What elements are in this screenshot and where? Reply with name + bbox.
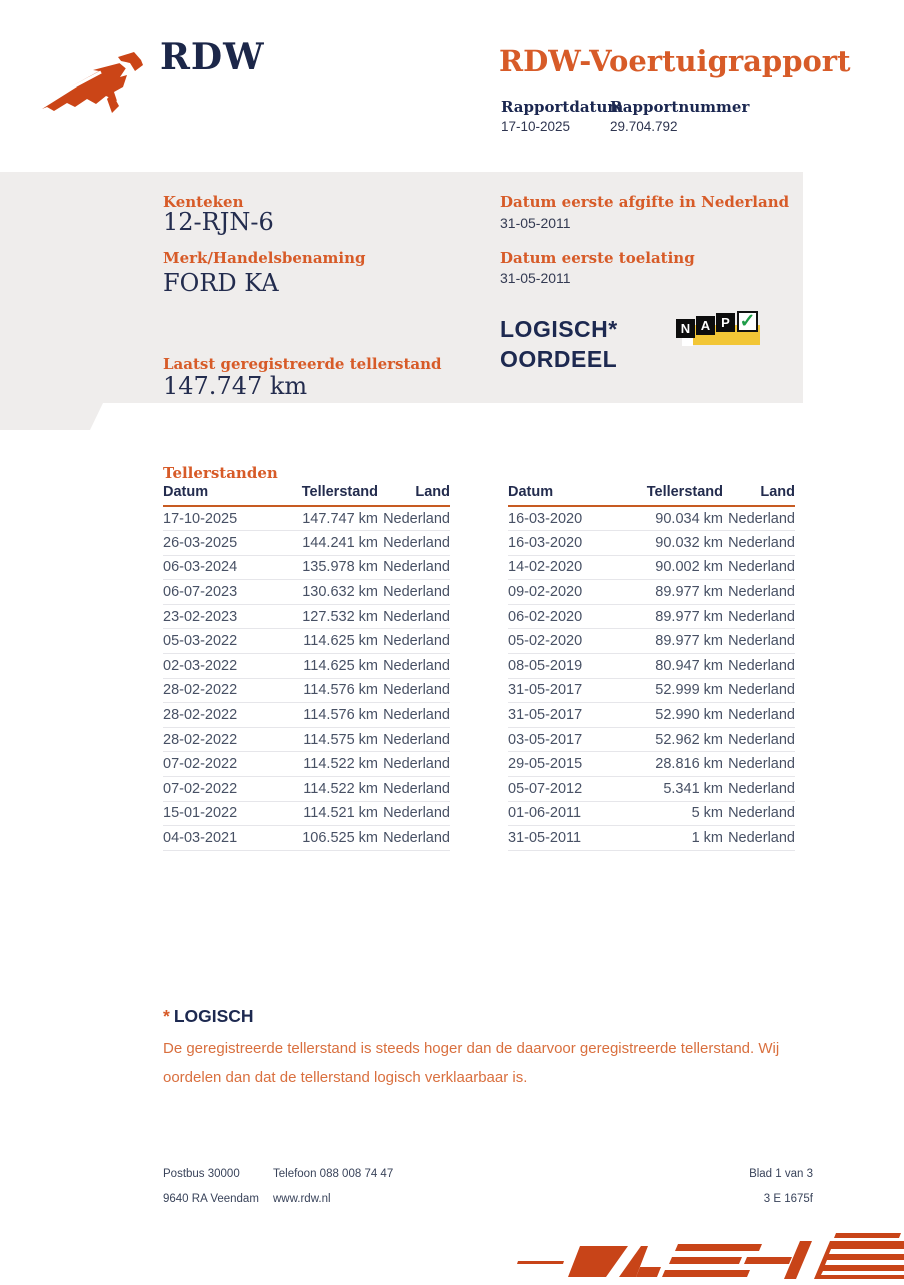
table-row: [508, 752, 795, 777]
table-cell: Nederland: [378, 531, 450, 556]
table-row: [508, 531, 795, 556]
toelating-label: Datum eerste toelating: [500, 249, 695, 267]
logisch-heading-text: LOGISCH: [173, 1006, 254, 1026]
kenteken-value: 12-RJN-6: [163, 208, 274, 236]
oordeel-line2: OORDEEL: [500, 346, 618, 372]
table-cell: 114.625 km: [278, 629, 378, 654]
table-row: [163, 654, 450, 679]
table-cell: Nederland: [723, 826, 795, 851]
table-cell: 28-02-2022: [163, 678, 278, 703]
table-cell: Nederland: [378, 678, 450, 703]
table-cell: 114.576 km: [278, 703, 378, 728]
table-cell: 89.977 km: [623, 604, 723, 629]
afgifte-value: 31-05-2011: [500, 215, 571, 231]
table-cell: 17-10-2025: [163, 506, 278, 531]
footer-address-line1: Postbus 30000: [163, 1168, 240, 1180]
table-row: [508, 506, 795, 531]
tellerstand-label: Laatst geregistreerde tellerstand: [163, 355, 442, 373]
nap-letter-p: P: [716, 313, 735, 332]
report-date-value: 17-10-2025: [501, 119, 571, 134]
table-cell: 29-05-2015: [508, 752, 623, 777]
table-cell: 5.341 km: [623, 777, 723, 802]
column-header-land: Land: [378, 484, 450, 506]
tellerstand-value: 147.747 km: [163, 372, 308, 400]
table-row: [163, 826, 450, 851]
speed-stripes-graphic-icon: [500, 1228, 904, 1280]
table-cell: 89.977 km: [623, 629, 723, 654]
table-cell: Nederland: [378, 801, 450, 826]
table-cell: Nederland: [378, 752, 450, 777]
table-cell: Nederland: [723, 752, 795, 777]
nap-letter-n: N: [676, 319, 695, 338]
table-row: [163, 555, 450, 580]
table-cell: 16-03-2020: [508, 531, 623, 556]
table-cell: 23-02-2023: [163, 604, 278, 629]
nap-logo: [676, 310, 764, 352]
rdw-eagle-logo-icon: [35, 48, 145, 118]
footer-address-line2: 9640 RA Veendam: [163, 1193, 259, 1205]
table-cell: 28-02-2022: [163, 727, 278, 752]
table-row: [508, 678, 795, 703]
table-cell: Nederland: [378, 506, 450, 531]
table-cell: 52.962 km: [623, 727, 723, 752]
table-header-row: [163, 484, 450, 506]
table-row: [508, 727, 795, 752]
table-cell: 130.632 km: [278, 580, 378, 605]
table-cell: 07-02-2022: [163, 777, 278, 802]
merk-value: FORD KA: [163, 269, 279, 297]
report-date-label: Rapportdatum: [501, 98, 624, 116]
table-cell: Nederland: [378, 604, 450, 629]
table-cell: Nederland: [723, 777, 795, 802]
table-row: [508, 604, 795, 629]
kenteken-label: Kenteken: [163, 193, 244, 211]
table-row: [508, 654, 795, 679]
table-row: [508, 777, 795, 802]
table-cell: 31-05-2017: [508, 703, 623, 728]
table-cell: Nederland: [378, 629, 450, 654]
table-row: [163, 580, 450, 605]
table-cell: Nederland: [378, 826, 450, 851]
table-cell: 09-02-2020: [508, 580, 623, 605]
tellerstanden-heading: Tellerstanden: [163, 464, 278, 482]
table-row: [163, 604, 450, 629]
table-cell: Nederland: [723, 727, 795, 752]
table-cell: Nederland: [723, 703, 795, 728]
table-row: [508, 826, 795, 851]
table-cell: Nederland: [723, 654, 795, 679]
table-cell: Nederland: [723, 506, 795, 531]
table-row: [163, 801, 450, 826]
table-cell: 04-03-2021: [163, 826, 278, 851]
table-row: [163, 727, 450, 752]
table-cell: 16-03-2020: [508, 506, 623, 531]
oordeel-verdict: [500, 314, 618, 374]
footer-form-code: 3 E 1675f: [763, 1193, 813, 1205]
table-cell: 114.522 km: [278, 752, 378, 777]
footer-website: www.rdw.nl: [273, 1193, 331, 1205]
nap-letter-a: A: [696, 316, 715, 335]
table-cell: 144.241 km: [278, 531, 378, 556]
logisch-explanation-body: De geregistreerde tellerstand is steeds hoger dan de daarvoor geregistreerde tellerstand. Wij oordelen dan dat de tellerstand logisch verklaarbaar is.: [163, 1040, 780, 1086]
merk-label: Merk/Handelsbenaming: [163, 249, 366, 267]
oordeel-line1: LOGISCH*: [500, 316, 618, 342]
table-cell: 114.575 km: [278, 727, 378, 752]
table-cell: 52.999 km: [623, 678, 723, 703]
footer-phone: Telefoon 088 008 74 47: [273, 1168, 394, 1180]
table-cell: 06-07-2023: [163, 580, 278, 605]
table-row: [508, 703, 795, 728]
table-cell: 127.532 km: [278, 604, 378, 629]
table-row: [163, 752, 450, 777]
table-row: [163, 678, 450, 703]
column-header-land: Land: [723, 484, 795, 506]
table-row: [163, 531, 450, 556]
table-cell: 114.522 km: [278, 777, 378, 802]
table-cell: 114.576 km: [278, 678, 378, 703]
table-row: [163, 506, 450, 531]
table-cell: 52.990 km: [623, 703, 723, 728]
table-cell: Nederland: [723, 629, 795, 654]
table-cell: 05-07-2012: [508, 777, 623, 802]
asterisk-mark: *: [163, 1006, 170, 1026]
column-header-datum: Datum: [508, 484, 623, 506]
table-row: [163, 777, 450, 802]
table-cell: 03-05-2017: [508, 727, 623, 752]
table-cell: Nederland: [378, 580, 450, 605]
table-cell: 26-03-2025: [163, 531, 278, 556]
table-cell: Nederland: [723, 580, 795, 605]
table-cell: 05-02-2020: [508, 629, 623, 654]
table-cell: Nederland: [723, 555, 795, 580]
table-cell: 114.625 km: [278, 654, 378, 679]
nap-white-chip: [682, 337, 693, 346]
table-cell: Nederland: [378, 777, 450, 802]
table-cell: 147.747 km: [278, 506, 378, 531]
table-cell: 06-02-2020: [508, 604, 623, 629]
table-cell: 28.816 km: [623, 752, 723, 777]
table-header-row: [508, 484, 795, 506]
tellerstanden-table-left: [163, 484, 450, 851]
tellerstanden-table-right: [508, 484, 795, 851]
table-cell: 80.947 km: [623, 654, 723, 679]
report-number-label: Rapportnummer: [610, 98, 750, 116]
table-row: [508, 629, 795, 654]
table-cell: 15-01-2022: [163, 801, 278, 826]
logisch-explanation-heading: [163, 1006, 254, 1027]
table-cell: 89.977 km: [623, 580, 723, 605]
rdw-logotype: RDW: [160, 36, 265, 78]
table-cell: Nederland: [723, 531, 795, 556]
toelating-value: 31-05-2011: [500, 270, 571, 286]
report-number-value: 29.704.792: [610, 119, 678, 134]
column-header-tellerstand: Tellerstand: [623, 484, 723, 506]
table-cell: 08-05-2019: [508, 654, 623, 679]
table-cell: Nederland: [378, 654, 450, 679]
table-cell: 28-02-2022: [163, 703, 278, 728]
table-row: [508, 555, 795, 580]
afgifte-label: Datum eerste afgifte in Nederland: [500, 193, 790, 211]
table-cell: 31-05-2017: [508, 678, 623, 703]
table-cell: 06-03-2024: [163, 555, 278, 580]
table-cell: 90.034 km: [623, 506, 723, 531]
table-cell: 31-05-2011: [508, 826, 623, 851]
table-cell: 1 km: [623, 826, 723, 851]
table-cell: 5 km: [623, 801, 723, 826]
table-row: [508, 801, 795, 826]
table-cell: Nederland: [378, 555, 450, 580]
table-row: [163, 703, 450, 728]
table-cell: Nederland: [378, 727, 450, 752]
column-header-datum: Datum: [163, 484, 278, 506]
table-cell: 90.032 km: [623, 531, 723, 556]
table-cell: 135.978 km: [278, 555, 378, 580]
table-cell: 01-06-2011: [508, 801, 623, 826]
table-row: [508, 580, 795, 605]
nap-checkmark-icon: ✓: [737, 311, 758, 332]
footer-page-indicator: Blad 1 van 3: [749, 1168, 813, 1180]
column-header-tellerstand: Tellerstand: [278, 484, 378, 506]
table-cell: 05-03-2022: [163, 629, 278, 654]
table-cell: Nederland: [723, 801, 795, 826]
table-cell: Nederland: [723, 678, 795, 703]
table-row: [163, 629, 450, 654]
table-cell: 106.525 km: [278, 826, 378, 851]
table-cell: 90.002 km: [623, 555, 723, 580]
table-cell: Nederland: [723, 604, 795, 629]
table-cell: 02-03-2022: [163, 654, 278, 679]
table-cell: 14-02-2020: [508, 555, 623, 580]
table-cell: Nederland: [378, 703, 450, 728]
page-title: RDW-Voertuigrapport: [499, 44, 851, 78]
table-cell: 07-02-2022: [163, 752, 278, 777]
table-cell: 114.521 km: [278, 801, 378, 826]
